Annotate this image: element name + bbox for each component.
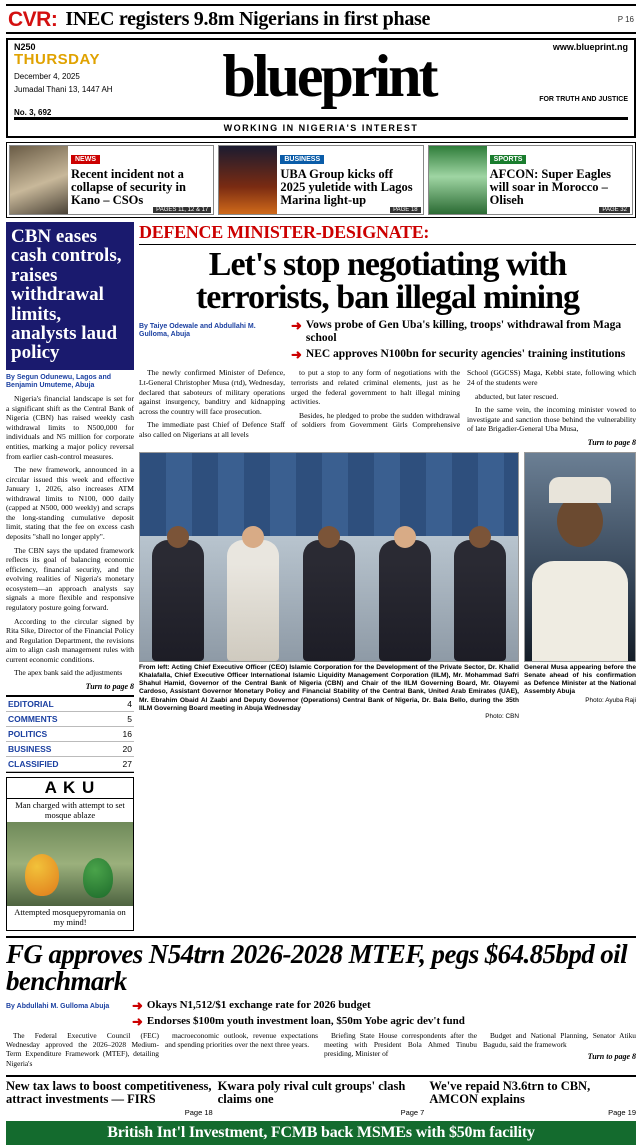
lead-bullet-1: [291, 319, 636, 345]
masthead-tagline: FOR TRUTH AND JUSTICE: [539, 96, 628, 103]
index-row-classified[interactable]: [6, 757, 134, 772]
fg-body-col1: [6, 1031, 159, 1071]
cbn-story-headline[interactable]: CBN eases cash controls, raises withdrawal limits, analysts laud policy: [6, 222, 134, 370]
teaser-sports[interactable]: [428, 145, 633, 215]
uba-marina-lightup-photo: [219, 146, 277, 214]
super-eagles-photo: [429, 146, 487, 214]
teaser-page-business: PAGE 18: [390, 207, 421, 213]
cvr-page-ref: P 16: [617, 14, 634, 24]
teaser-row: [6, 142, 636, 218]
general-musa-photo: [524, 452, 636, 662]
teaser-tag-business: BUSINESS: [280, 155, 324, 164]
fg-body-col4: [483, 1031, 636, 1071]
teaser-tag-news: NEWS: [71, 155, 100, 164]
bird-left-icon: [25, 854, 59, 896]
fg-body: [6, 1031, 636, 1071]
cbn-para-4: According to the circular signed by Rita Sike, Director of the Financial Policy and Regulation Department, the revisions aim to align cash management rules with current economic conditions.: [6, 616, 135, 664]
cvr-headline[interactable]: INEC registers 9.8m Nigerians in first phase: [65, 8, 431, 30]
teaser-tag-sports: SPORTS: [490, 155, 527, 164]
teaser-page-news: PAGES 11, 12 & 17: [153, 207, 211, 213]
lead-bullets: [291, 319, 636, 366]
lead-turn-to-page[interactable]: Turn to page 8: [587, 437, 636, 447]
lead-para-6: In the same vein, the incoming minister vowed to investigate and sanction those behind the vulnerability of late Brigadier-General Uba Musa,: [467, 405, 636, 434]
masthead-rule: [14, 117, 628, 120]
arrow-right-icon: ➜: [132, 997, 143, 1013]
index-label-business: BUSINESS: [8, 743, 52, 754]
publication-date: December 4, 2025: [14, 71, 80, 81]
fg-para-4: Budget and National Planning, Senator Atiku Bagudu, said the framework: [483, 1030, 636, 1050]
teaser-headline-business[interactable]: UBA Group kicks off 2025 yuletide with Lagos Marina light-up: [280, 167, 413, 207]
issue-number: No. 3, 692: [14, 108, 52, 118]
brief-kwara[interactable]: [218, 1080, 425, 1117]
index-row-editorial[interactable]: [6, 697, 134, 712]
index-row-business[interactable]: [6, 742, 134, 757]
index-row-comments[interactable]: [6, 712, 134, 727]
index-label-classified: CLASSIFIED: [8, 758, 59, 769]
aku-cartoon-image: [7, 822, 133, 906]
fg-byline: By Abdullahi M. Gulloma Abuja: [6, 1002, 110, 1010]
brief-firs[interactable]: [6, 1080, 213, 1117]
fg-headline[interactable]: FG approves N54trn 2026-2028 MTEF, pegs $64.85bpd oil benchmark: [6, 938, 627, 996]
lead-para-5: abducted, but later rescued.: [475, 391, 559, 401]
teaser-headline-news[interactable]: Recent incident not a collapse of security in Kano – CSOs: [71, 167, 186, 207]
brief-headline-kwara[interactable]: [218, 1080, 425, 1106]
cbn-para-3: The CBN says the updated framework reflects its goal of balancing economic efficiency, financial security, and the evolving realities of Nigeria's monetary ecosystem—an approach analysts say signals a more flexible and responsive regulatory posture going forward.: [6, 545, 134, 612]
brief-text-amcon: We've repaid N3.6trn to CBN, AMCON explains: [429, 1078, 591, 1107]
fg-body-col2: [165, 1031, 318, 1071]
fg-para-2: macroeconomic outlook, revenue expectations and spending priorities over the next three years.: [165, 1030, 318, 1050]
lead-bullet-2-text: NEC approves N100bn for security agencies' training institutions: [305, 348, 626, 361]
teaser-headline-sports[interactable]: AFCON: Super Eagles will soar in Morocco – Oliseh: [489, 167, 611, 207]
right-column: [139, 222, 636, 931]
index-page-politics: 16: [122, 728, 132, 739]
fg-bullet-2: [132, 1015, 636, 1028]
fg-bullet-2-text: Endorses $100m youth investment loan, $50m Yobe agric dev't fund: [146, 1014, 465, 1027]
lead-para-4: Besides, he pledged to probe the sudden withdrawal of soldiers from Government Girls Comprehensive School (GGCSS) Maga, Kebbi state, following which 24 of the students were: [291, 368, 636, 430]
bird-right-icon: [83, 858, 113, 898]
index-label-politics: POLITICS: [8, 728, 48, 739]
cbn-story-body: [6, 394, 134, 678]
photo-figure-2: [227, 540, 279, 661]
cbn-para-2: The new framework, announced in a circular issued this week and effective January 1, 2026, also increases ATM withdrawal limits to N100, 000 daily (capped at N500, 000 weekly) and scraps the long-standing cumulative deposit limit, stating that the fee on excess cash deposits "shall no longer apply".: [6, 465, 134, 541]
iilm-photo-caption: From left: Acting Chief Executive Officer (CEO) Islamic Corporation for the Development of the Private Sector, Dr. Khalid Khalafalla, Chief Executive Officer International Islamic Liquidity Management Corporation (IILM), Mr. Mohammad Safri Shahul Hamid, Governor of the Central Bank of Nigeria (CBN) and Chair of the IILM Governing Board, Mr. Olayemi Cardoso, Assistant Governor Monetary Policy and Financial Stability of the Central Bank, United Arab Emirates (UAE), Mr. Ebrahim Obaid Al Zaabi and Deputy Governor (Operations) Central Bank of Nigeria, Dr. Bala Bello, during the 35th IILM Governing Board meeting in Abuja Wednesday: [139, 663, 519, 712]
lead-para-2: The immediate past Chief of Defence Staff also called on Nigerians at all levels: [139, 420, 285, 439]
iilm-board-photo-block: [139, 452, 519, 720]
index-page-comments: 5: [127, 713, 132, 724]
arrow-right-icon: ➜: [291, 347, 302, 363]
bottom-briefs: [6, 1075, 636, 1117]
lead-bullet-2: [291, 348, 636, 361]
photo-figures: [140, 524, 518, 661]
lead-byline: By Taiye Odewale and Abdullahi M. Gulloma, Abuja: [139, 322, 256, 339]
kano-cso-photo: [10, 146, 68, 214]
masthead-title: blueprint: [222, 43, 436, 109]
cbn-story-byline: By Segun Odunewu, Lagos and Benjamin Umuteme, Abuja: [6, 373, 112, 390]
brief-page-kwara: Page 7: [400, 1108, 425, 1118]
cbn-para-1: Nigeria's financial landscape is set for a significant shift as the Central Bank of Nigeria (CBN) has raised weekly cash withdrawal limits to N500,000 for individuals and N5 million for corporate entities, marking a major policy reversal from earlier cash-control measures.: [6, 394, 134, 461]
cover-price: N250: [14, 42, 36, 52]
fg-mtef-story: [6, 936, 636, 1071]
aku-caption-top: Man charged with attempt to set mosque ablaze: [15, 799, 125, 820]
main-content: [6, 222, 636, 931]
aku-title: A K U: [7, 778, 133, 799]
brief-amcon[interactable]: [429, 1080, 636, 1117]
brief-text-kwara: Kwara poly rival cult groups' clash claims one: [217, 1078, 406, 1107]
arrow-right-icon: ➜: [132, 1013, 143, 1029]
iilm-board-photo: [139, 452, 519, 662]
cvr-label: CVR:: [8, 7, 58, 31]
lead-bullet-1-text: Vows probe of Gen Uba's killing, troops' withdrawal from Maga school: [305, 318, 622, 344]
general-musa-photo-block: [524, 452, 636, 720]
photo-row: [139, 452, 636, 720]
index-label-comments: COMMENTS: [8, 713, 58, 724]
index-label-editorial: EDITORIAL: [8, 698, 54, 709]
musa-body-shape: [532, 561, 628, 661]
index-page-business: 20: [122, 743, 132, 754]
lead-para-1: The newly confirmed Minister of Defence, Lt-General Christopher Musa (rtd), Wednesday, declared that saboteurs of military operations against insurgency, banditry and kidnapping across the country will face prosecution.: [139, 368, 285, 416]
brief-headline-firs[interactable]: [6, 1080, 213, 1106]
fg-bullet-1: [132, 999, 636, 1012]
lead-headline[interactable]: Let's stop negotiating with terrorists, ban illegal mining: [195, 246, 580, 317]
teaser-page-sports: PAGE 32: [599, 207, 630, 213]
brief-headline-amcon[interactable]: [429, 1080, 636, 1106]
aku-cartoon: [6, 777, 134, 931]
fg-body-col3: [324, 1031, 477, 1071]
lead-kicker: DEFENCE MINISTER-DESIGNATE:: [139, 222, 636, 245]
section-index: [6, 695, 134, 773]
teaser-business[interactable]: [218, 145, 423, 215]
fg-bullet-1-text: Okays N1,512/$1 exchange rate for 2026 budget: [146, 998, 371, 1011]
left-column: [6, 222, 134, 931]
bottom-banner[interactable]: British Int'l Investment, FCMB back MSMEs with $50m facility: [6, 1121, 636, 1145]
index-row-politics[interactable]: [6, 727, 134, 742]
musa-photo-caption: General Musa appearing before the Senate ahead of his confirmation as Defence Minister at the National Assembly Abuja: [524, 663, 636, 696]
brief-page-firs: Page 18: [184, 1108, 213, 1118]
cvr-top-strip: [6, 4, 636, 34]
teaser-news[interactable]: [9, 145, 214, 215]
masthead-slogan: WORKING IN NIGERIA'S INTEREST: [223, 123, 419, 134]
lead-body-col1: [139, 368, 285, 447]
fg-para-1: The Federal Executive Council (FEC) Wednesday approved the 2026–2028 Medium-Term Expenditure Framework (MTEF), detailing Nigeria's: [6, 1030, 159, 1068]
aku-caption-bottom: Attempted mosquepyromania on my mind!: [14, 907, 126, 928]
iilm-photo-credit: Photo: CBN: [485, 712, 519, 720]
website-url[interactable]: www.blueprint.ng: [552, 42, 628, 52]
index-page-editorial: 4: [127, 698, 132, 709]
lead-para-3: to put a stop to any form of negotiations with the terrorists and related criminal elements, just as he urged the federal government to halt illegal mining activities.: [291, 368, 460, 407]
fg-turn-to-page[interactable]: Turn to page 8: [587, 1052, 636, 1062]
fg-bullets: [132, 999, 636, 1031]
masthead: [6, 38, 636, 138]
publication-day: THURSDAY: [14, 51, 100, 68]
cbn-para-5: The apex bank said the adjustments: [14, 668, 123, 678]
photo-figure-1: [152, 540, 204, 661]
photo-figure-4: [379, 540, 431, 661]
fg-para-3: Briefing State House correspondents after the meeting with President Bola Ahmed Tinubu presiding, Minister of: [324, 1030, 477, 1059]
photo-figure-5: [454, 540, 506, 661]
photo-figure-3: [303, 540, 355, 661]
index-page-classified: 27: [122, 758, 132, 769]
brief-page-amcon: Page 19: [608, 1108, 637, 1118]
cbn-turn-to-page[interactable]: Turn to page 8: [85, 681, 134, 691]
brief-text-firs: New tax laws to boost competitiveness, attract investments — FIRS: [6, 1078, 212, 1107]
musa-photo-credit: Photo: Ayuba Raji: [585, 696, 636, 704]
arrow-right-icon: ➜: [291, 317, 302, 333]
musa-cap-shape: [549, 477, 611, 503]
lead-body-col2: [291, 368, 636, 447]
hijri-date: Jumadal Thani 13, 1447 AH: [14, 85, 113, 95]
